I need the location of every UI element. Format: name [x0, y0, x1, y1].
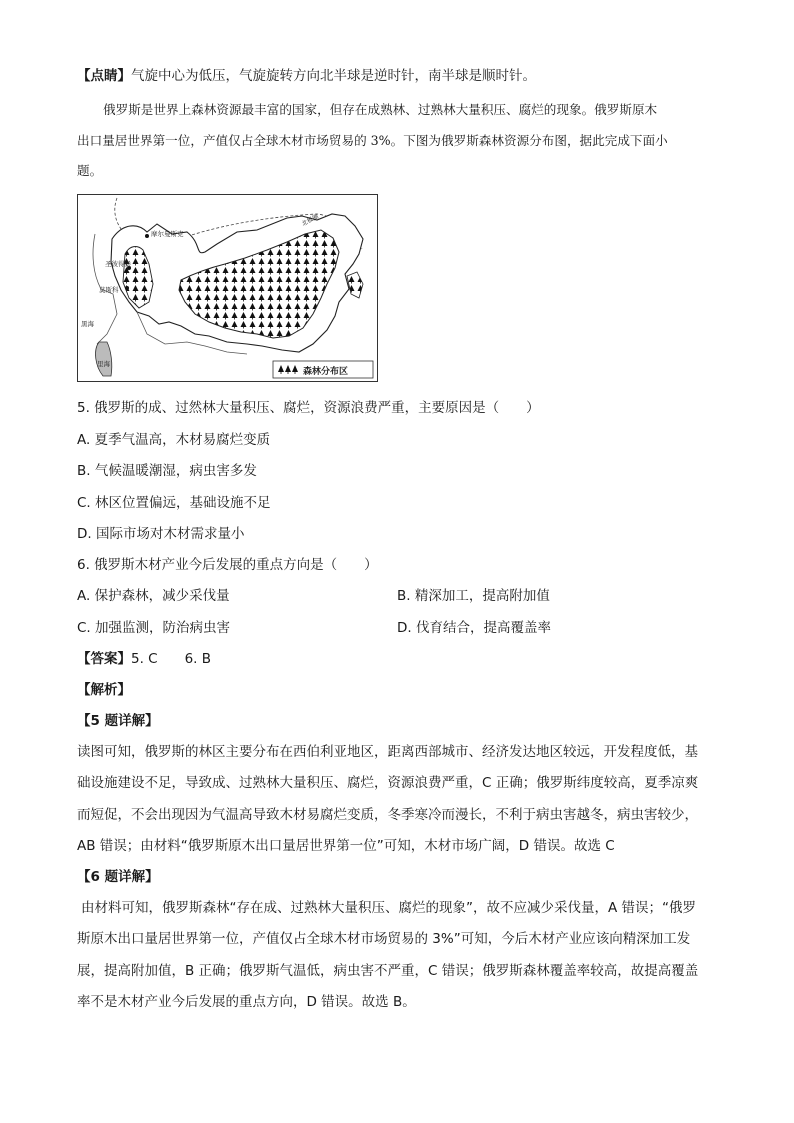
- q6-option-d: D. 伐育结合，提高覆盖率: [397, 620, 551, 636]
- answer-tag: 【答案】: [77, 651, 131, 667]
- d6-line-2: 斯原木出口量居世界第一位，产值仅占全球木材市场贸易的 3%”可知，今后木材产业应该向精深加工发: [77, 931, 691, 947]
- label-caspian: 里海: [97, 360, 110, 368]
- d6-line-3: 展，提高附加值，B 正确；俄罗斯气温低，病虫害不严重，C 错误；俄罗斯森林覆盖率较高，故提高覆盖: [77, 963, 699, 979]
- label-arctic: 北极圈: [300, 213, 320, 228]
- q6-option-c: C. 加强监测，防治病虫害: [77, 620, 231, 636]
- d5-line-2: 础设施建设不足，导致成、过熟林大量积压、腐烂，资源浪费严重，C 正确；俄罗斯纬度较高，夏季凉爽: [77, 775, 699, 791]
- analysis-tag: 【解析】: [77, 682, 131, 698]
- d5-line-4: AB 错误；由材料“俄罗斯原木出口量居世界第一位”可知，木材市场广阔，D 错误。故选 C: [77, 838, 615, 854]
- label-moscow: 莫斯科: [99, 286, 119, 294]
- d6-line-1: 由材料可知，俄罗斯森林“存在成、过熟林大量积压、腐烂的现象”，故不应减少采伐量，A 错误；“俄罗: [81, 900, 697, 916]
- q5-stem: 5. 俄罗斯的成、过然林大量积压、腐烂，资源浪费严重，主要原因是（ ）: [77, 400, 540, 416]
- russia-forest-map: [77, 194, 378, 382]
- q6-option-b: B. 精深加工，提高附加值: [397, 588, 550, 604]
- material-line-3: 题。: [77, 163, 103, 178]
- q5-option-d: D. 国际市场对木材需求量小: [77, 526, 245, 542]
- label-stpetersburg: 圣彼得堡: [105, 260, 131, 268]
- label-murmansk: 摩尔曼斯克: [151, 230, 184, 238]
- murmansk-dot: [145, 234, 149, 238]
- hint-paragraph: [77, 67, 536, 85]
- material-line-2: 出口量居世界第一位，产值仅占全球木材市场贸易的 3%。下图为俄罗斯森林资源分布图，据此完成下面小: [77, 133, 668, 148]
- label-blacksea: 黑海: [81, 320, 94, 328]
- d6-tag: 【6 题详解】: [77, 869, 159, 885]
- q5-option-a: A. 夏季气温高，木材易腐烂变质: [77, 432, 271, 448]
- d5-line-1: 读图可知，俄罗斯的林区主要分布在西伯利亚地区，距离西部城市、经济发达地区较远，开发程度低，基: [77, 744, 698, 760]
- answer-line: [77, 650, 211, 668]
- map-legend: [273, 361, 373, 378]
- material-line-1: 俄罗斯是世界上森林资源最丰富的国家，但存在成熟林、过熟林大量积压、腐烂的现象。俄罗斯原木: [103, 102, 658, 117]
- hint-tag: 【点睛】: [77, 68, 131, 84]
- hint-text: 气旋中心为低压，气旋旋转方向北半球是逆时针，南半球是顺时针。: [131, 68, 536, 84]
- q5-option-b: B. 气候温暖潮湿，病虫害多发: [77, 463, 257, 479]
- d5-tag: 【5 题详解】: [77, 713, 159, 729]
- legend-label: 森林分布区: [303, 367, 349, 377]
- d5-line-3: 而短促，不会出现因为气温高导致木材易腐烂变质，冬季寒冷而漫长，不利于病虫害越冬，病虫害较少，: [77, 807, 698, 823]
- q5-option-c: C. 林区位置偏远，基础设施不足: [77, 495, 271, 511]
- answer-text: 5. C 6. B: [131, 651, 212, 667]
- moscow-dot: [125, 286, 129, 290]
- q6-stem: 6. 俄罗斯木材产业今后发展的重点方向是（ ）: [77, 557, 378, 573]
- d6-line-4: 率不是木材产业今后发展的重点方向，D 错误。故选 B。: [77, 994, 416, 1010]
- q6-option-a: A. 保护森林，减少采伐量: [77, 588, 230, 604]
